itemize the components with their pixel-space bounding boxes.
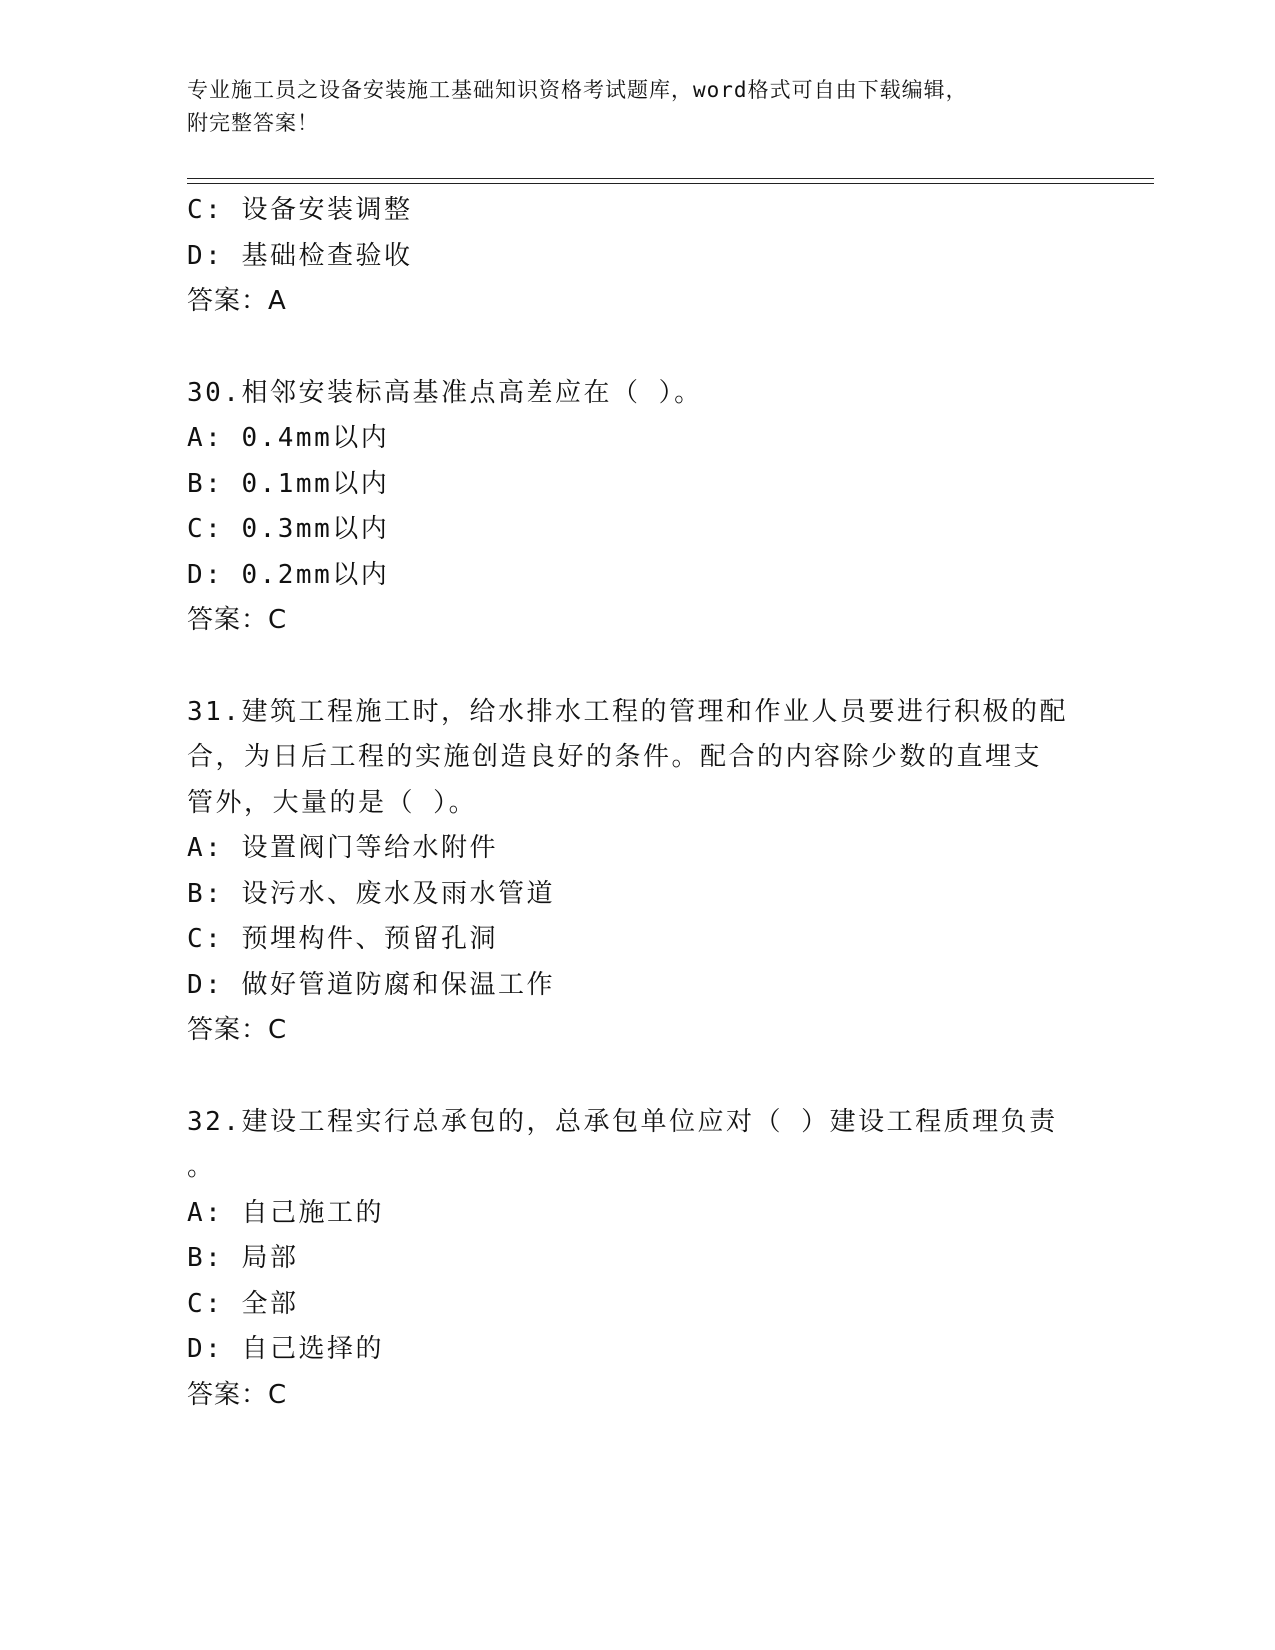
option-a: A: 设置阀门等给水附件 [187,833,498,863]
question-30 [187,371,1087,644]
option-d: D: 基础检查验收 [187,240,413,271]
option-a: A: 自己施工的 [187,1197,384,1228]
option-b: B: 局部 [187,1243,299,1273]
option-c: C: 预埋构件、预留孔洞 [187,924,498,954]
header-divider-bottom [187,183,1154,184]
answer: 答案：C [187,1015,288,1045]
question-prev [187,188,1087,325]
question-32 [187,1100,1087,1419]
option-d: D: 自己选择的 [187,1334,384,1364]
question-stem-line-1: 32.建设工程实行总承包的，总承包单位应对（ ）建设工程质理负责 [187,1106,1058,1137]
option-c: C: 全部 [187,1288,299,1319]
question-31 [187,690,1087,1054]
question-stem-line-2: 。 [187,1152,216,1182]
answer: 答案：C [187,1379,288,1410]
option-c: C: 设备安装调整 [187,195,413,225]
document-header [187,74,1087,140]
option-d: D: 做好管道防腐和保温工作 [187,969,555,1000]
option-b: B: 0.1mm以内 [187,468,390,499]
spacer [187,1054,1087,1100]
option-c: C: 0.3mm以内 [187,514,390,544]
answer: 答案：A [187,286,287,316]
header-line-1: 专业施工员之设备安装施工基础知识资格考试题库，word格式可自由下载编辑， [187,78,968,102]
option-a: A: 0.4mm以内 [187,423,390,453]
option-d: D: 0.2mm以内 [187,559,390,590]
header-line-2: 附完整答案！ [187,111,319,135]
question-stem-line-3: 管外，大量的是（ ）。 [187,787,478,818]
header-divider-top [187,178,1154,179]
question-stem-line-1: 31.建筑工程施工时，给水排水工程的管理和作业人员要进行积极的配 [187,696,1068,727]
question-list [187,188,1087,1418]
option-b: B: 设污水、废水及雨水管道 [187,878,555,909]
question-stem-line-2: 合，为日后工程的实施创造良好的条件。配合的内容除少数的直埋支 [187,742,1043,772]
answer: 答案：C [187,605,288,635]
question-stem: 30.相邻安装标高基准点高差应在（ ）。 [187,377,703,408]
spacer [187,325,1087,371]
spacer [187,644,1087,690]
